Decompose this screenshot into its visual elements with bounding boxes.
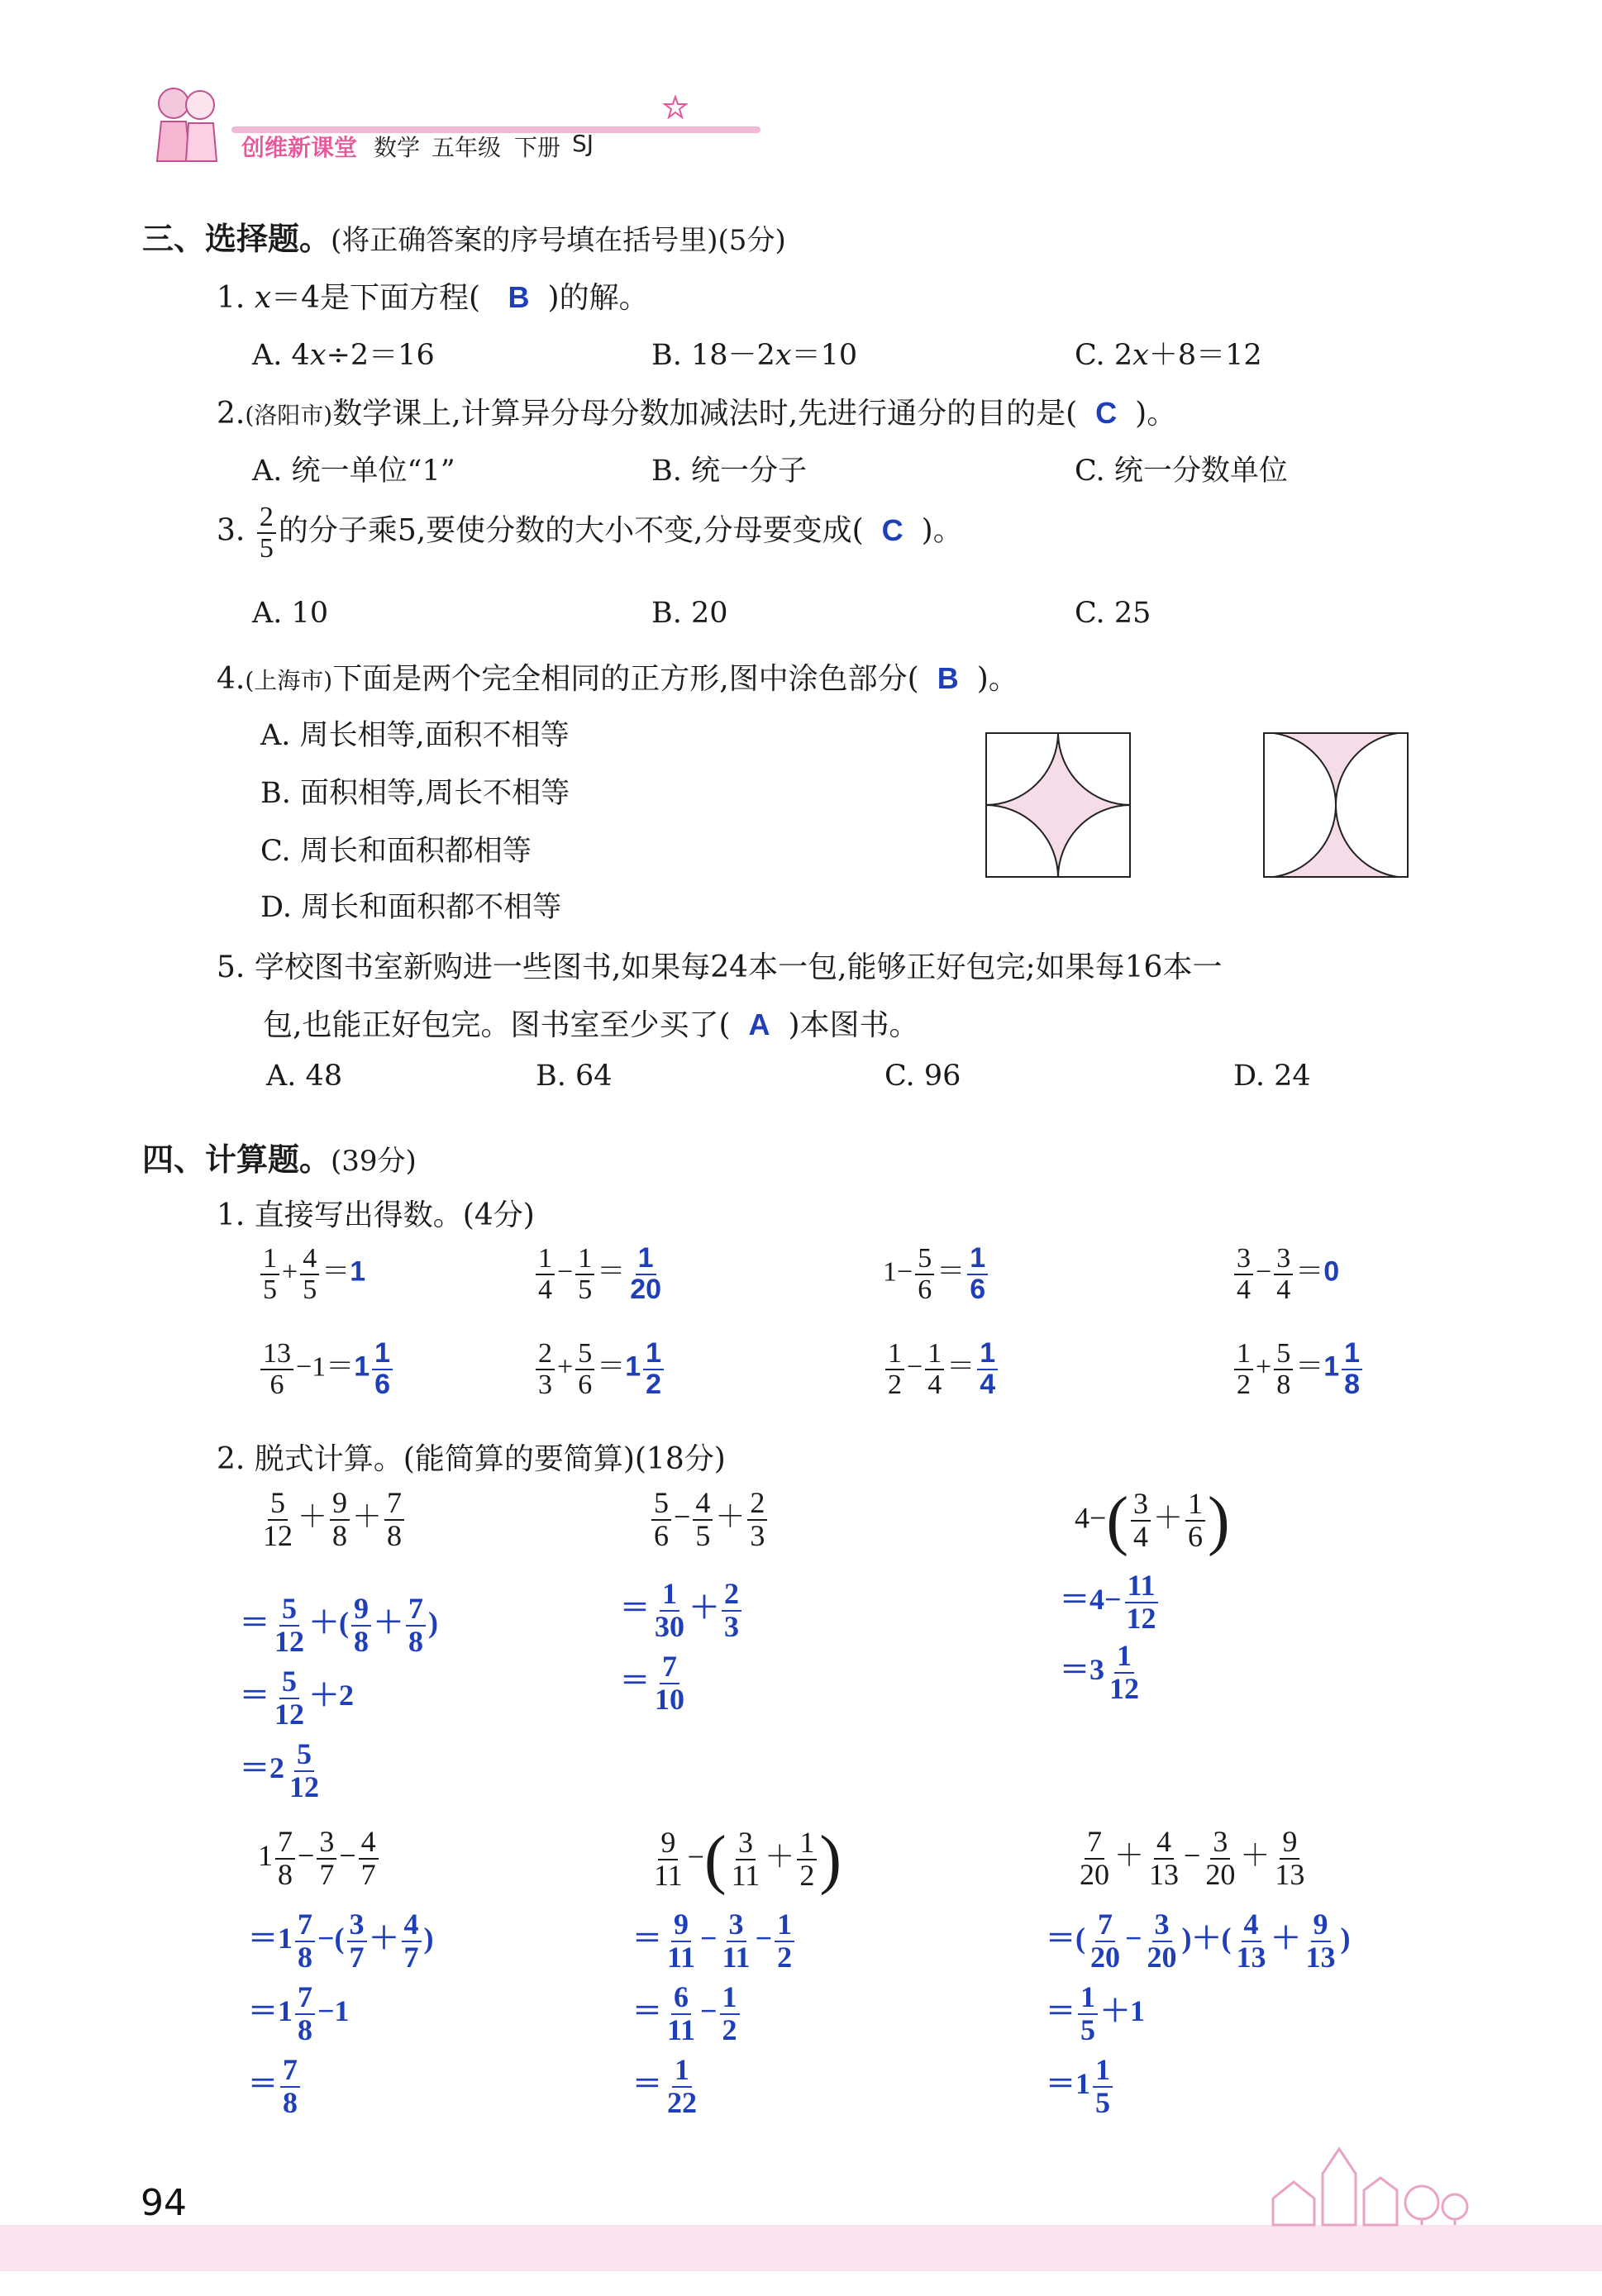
edition: SJ: [572, 130, 594, 157]
castle-decoration-icon: [1256, 2132, 1504, 2227]
q3-option-c: C. 25: [1075, 597, 1151, 630]
work6-step1: ＝( $\frac{7}{20}$ − $\frac{3}{20}$ )＋( $\frac{4}{13}$ ＋ $\frac{9}{13}$ ): [1046, 1908, 1351, 1974]
direct-problem-5: $\frac{13}{6}$ −1＝1 $\frac{1}{6}$: [258, 1339, 395, 1399]
work6-question: $\frac{7}{20}$ ＋ $\frac{4}{13}$ − $\frac{3}{20}$ ＋ $\frac{9}{13}$: [1080, 1825, 1305, 1891]
q3: 3. $\frac{2}{5}$ 的分子乘5,要使分数的大小不变,分母要变成( C )。: [217, 502, 963, 564]
subject: 数学: [374, 134, 421, 161]
q1-option-b: B. 18－2x＝10: [651, 339, 858, 372]
work5-step2: ＝ $\frac{6}{11}$ − $\frac{1}{2}$: [632, 1982, 742, 2046]
q4-option-c: C. 周长和面积都相等: [260, 835, 532, 868]
work3-step1: ＝4− $\frac{11}{12}$: [1060, 1569, 1156, 1635]
header: [141, 79, 802, 169]
q5-option-d: D. 24: [1233, 1060, 1311, 1093]
q5-option-b: B. 64: [536, 1060, 613, 1093]
sub1-label: 1. 直接写出得数。(4分): [217, 1198, 535, 1232]
q2: 2.(洛阳市)数学课上,计算异分母分数加减法时,先进行通分的目的是( C )。: [217, 396, 1177, 431]
sub2-label: 2. 脱式计算。(能简算的要简算)(18分): [217, 1442, 726, 1476]
work1-step3: ＝2 $\frac{5}{12}$: [240, 1737, 320, 1803]
work1-step2: ＝ $\frac{5}{12}$ ＋2: [240, 1665, 355, 1731]
work4-step2: ＝1 $\frac{7}{8}$ −1: [248, 1980, 350, 2046]
q4: 4.(上海市)下面是两个完全相同的正方形,图中涂色部分( B )。: [217, 661, 1018, 696]
work2-step2: ＝ $\frac{7}{10}$: [620, 1650, 685, 1716]
q4-option-d: D. 周长和面积都不相等: [260, 891, 562, 924]
q1-answer: B: [508, 280, 530, 314]
q3-option-a: A. 10: [252, 597, 329, 630]
section4-title: 四、计算题。(39分): [142, 1141, 417, 1178]
q1-option-c: C. 2x＋8＝12: [1075, 339, 1262, 372]
brand-name: 创维新课堂: [241, 134, 358, 161]
q3-answer: C: [881, 512, 904, 547]
grade: 五年级: [431, 134, 502, 161]
q5-line2: 包,也能正好包完。图书室至少买了( A )本图书。: [263, 1007, 919, 1042]
work4-step3: ＝ $\frac{7}{8}$: [248, 2055, 303, 2119]
square-figure-right: [1263, 732, 1409, 878]
work3-question: 4−( $\frac{3}{4}$ ＋ $\frac{1}{6}$ ): [1075, 1484, 1230, 1557]
section3-title: 三、选择题。(将正确答案的序号填在括号里)(5分): [142, 221, 786, 257]
work2-question: $\frac{5}{6}$ − $\frac{4}{5}$ ＋ $\frac{2}{3}$: [649, 1488, 770, 1552]
direct-problem-3: 1− $\frac{5}{6}$ ＝ $\frac{1}{6}$: [883, 1244, 990, 1304]
q1: 1. x＝4是下面方程( B )的解。: [217, 280, 649, 315]
kids-logo-icon: [141, 79, 231, 169]
star-decoration-icon: [663, 95, 688, 120]
q3-option-b: B. 20: [651, 597, 728, 630]
work3-step2: ＝3 $\frac{1}{12}$: [1060, 1639, 1140, 1705]
volume: 下册: [514, 134, 561, 161]
page-number: 94: [141, 2182, 187, 2224]
q5-line1: 5. 学校图书室新购进一些图书,如果每24本一包,能够正好包完;如果每16本一: [217, 950, 1223, 984]
q4-option-a: A. 周长相等,面积不相等: [260, 719, 570, 752]
direct-problem-1: $\frac{1}{5}$ + $\frac{4}{5}$ ＝1: [258, 1244, 365, 1304]
direct-problem-2: $\frac{1}{4}$ − $\frac{1}{5}$ ＝ $\frac{1}{20}$: [533, 1244, 666, 1304]
q2-option-c: C. 统一分数单位: [1075, 455, 1288, 488]
direct-problem-6: $\frac{2}{3}$ + $\frac{5}{6}$ ＝1 $\frac{1}{2}$: [533, 1339, 666, 1399]
work5-step3: ＝ $\frac{1}{22}$: [632, 2053, 698, 2119]
work6-step3: ＝1 $\frac{1}{5}$: [1046, 2055, 1115, 2119]
work1-question: $\frac{5}{12}$ ＋ $\frac{9}{8}$ ＋ $\frac{7}{8}$: [258, 1488, 407, 1552]
work6-step2: ＝ $\frac{1}{5}$ ＋1: [1046, 1980, 1146, 2046]
q4-option-b: B. 面积相等,周长不相等: [260, 777, 570, 810]
direct-problem-8: $\frac{1}{2}$ + $\frac{5}{8}$ ＝1 $\frac{1}{8}$: [1232, 1339, 1365, 1399]
q2-option-b: B. 统一分子: [651, 455, 808, 488]
work1-step1: ＝ $\frac{5}{12}$ ＋( $\frac{9}{8}$ ＋ $\frac{7}{8}$ ): [240, 1592, 439, 1658]
direct-problem-4: $\frac{3}{4}$ − $\frac{3}{4}$ ＝0: [1232, 1244, 1339, 1304]
q1-option-a: A. 4x÷2＝16: [252, 339, 435, 372]
work5-step1: ＝ $\frac{9}{11}$ − $\frac{3}{11}$ − $\frac{1}{2}$: [632, 1909, 797, 1974]
q3-fraction: $\frac{2}{5}$: [257, 503, 276, 563]
q5-option-c: C. 96: [884, 1060, 961, 1093]
q4-answer: B: [937, 661, 959, 695]
work2-step1: ＝ $\frac{1}{30}$ ＋ $\frac{2}{3}$: [620, 1579, 744, 1643]
direct-problem-7: $\frac{1}{2}$ − $\frac{1}{4}$ ＝ $\frac{1}{4}$: [883, 1339, 1000, 1399]
work5-question: $\frac{9}{11}$ −( $\frac{3}{11}$ ＋ $\frac{1}{2}$ ): [654, 1823, 842, 1896]
q5-answer: A: [748, 1007, 770, 1041]
q2-answer: C: [1095, 396, 1118, 430]
q5-option-a: A. 48: [266, 1060, 343, 1093]
work4-step1: ＝1 $\frac{7}{8}$ −( $\frac{3}{7}$ ＋ $\frac{4}{7}$ ): [248, 1908, 434, 1974]
q2-option-a: A. 统一单位“1”: [252, 455, 455, 488]
square-figure-left: [985, 732, 1131, 878]
footer-band: [0, 2225, 1602, 2271]
work4-question: 1 $\frac{7}{8}$ − $\frac{3}{7}$ − $\frac{4}{7}$: [258, 1827, 381, 1891]
